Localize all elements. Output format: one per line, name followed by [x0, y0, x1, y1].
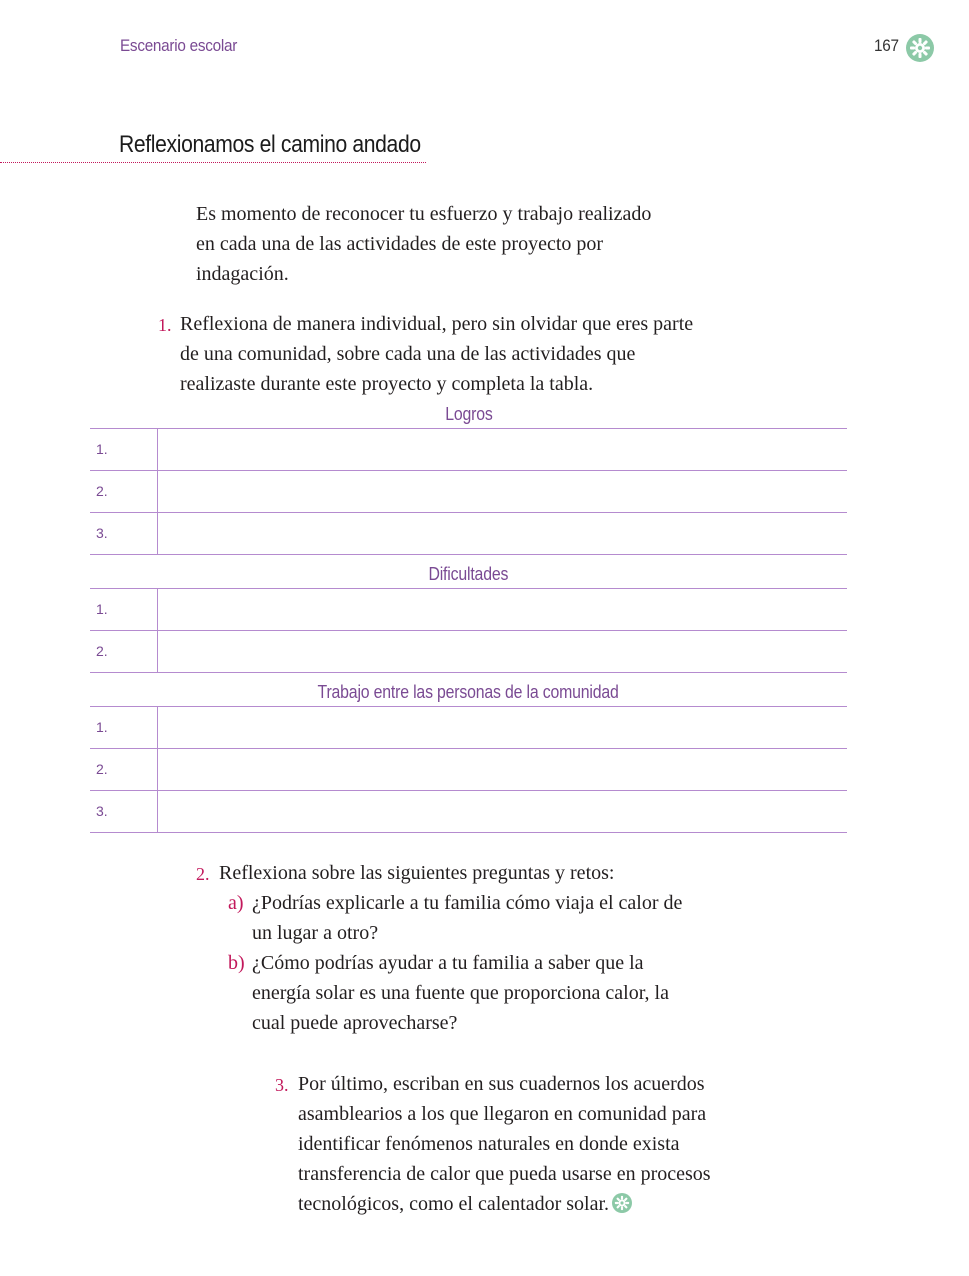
answer-cell[interactable]	[158, 791, 847, 832]
section-title: Reflexionamos el camino andado	[119, 131, 421, 158]
table-row	[90, 749, 847, 791]
answer-cell[interactable]	[158, 631, 847, 672]
answer-cell[interactable]	[158, 513, 847, 554]
row-number: 3.	[90, 791, 158, 832]
item-text	[298, 1069, 758, 1219]
table-header-trabajo: Trabajo entre las personas de la comunidad	[90, 673, 847, 707]
item-number: 2.	[196, 864, 210, 884]
subitem-letter: b)	[228, 952, 245, 974]
answer-cell[interactable]	[158, 749, 847, 790]
row-number: 3.	[90, 513, 158, 554]
running-header: Escenario escolar	[120, 36, 238, 55]
item-text: Reflexiona sobre las siguientes preguntas y retos:	[219, 862, 615, 884]
gear-icon	[612, 1193, 632, 1213]
table-header-dificultades: Dificultades	[90, 555, 847, 589]
item-number: 3.	[275, 1075, 289, 1095]
answer-cell[interactable]	[158, 471, 847, 512]
subitem-text: ¿Podrías explicarle a tu familia cómo viaja el calor de un lugar a otro?	[252, 892, 683, 944]
table-row	[90, 429, 847, 471]
table-row	[90, 631, 847, 673]
subitem-letter: a)	[228, 892, 244, 914]
table-row	[90, 791, 847, 833]
intro-paragraph: Es momento de reconocer tu esfuerzo y trabajo realizado en cada una de las actividades de este proyecto por indagación.	[196, 203, 652, 285]
item-text: Reflexiona de manera individual, pero sin olvidar que eres parte de una comunidad, sobre cada una de las actividades que realizaste durante este proyecto y completa la tabla.	[180, 313, 694, 395]
table-row	[90, 707, 847, 749]
item-number: 1.	[158, 315, 172, 335]
answer-cell[interactable]	[158, 707, 847, 748]
reflection-table	[90, 401, 847, 833]
gear-icon	[906, 34, 934, 62]
answer-cell[interactable]	[158, 429, 847, 470]
subitem-text: ¿Cómo podrías ayudar a tu familia a saber que la energía solar es una fuente que proporciona calor, la cual puede aprovecharse?	[252, 952, 669, 1034]
row-number: 2.	[90, 471, 158, 512]
item-3-body: Por último, escriban en sus cuadernos los acuerdos asamblearios a los que llegaron en comunidad para identificar fenómenos naturales en donde exista transferencia de calor que pueda usarse en procesos tecnológicos, como el calentador solar.	[298, 1073, 711, 1215]
row-number: 1.	[90, 707, 158, 748]
title-underline	[0, 162, 426, 163]
row-number: 2.	[90, 749, 158, 790]
table-row	[90, 513, 847, 555]
table-row	[90, 589, 847, 631]
table-header-logros: Logros	[90, 401, 847, 429]
row-number: 1.	[90, 589, 158, 630]
table-row	[90, 471, 847, 513]
page-number: 167	[874, 36, 899, 55]
answer-cell[interactable]	[158, 589, 847, 630]
row-number: 1.	[90, 429, 158, 470]
row-number: 2.	[90, 631, 158, 672]
